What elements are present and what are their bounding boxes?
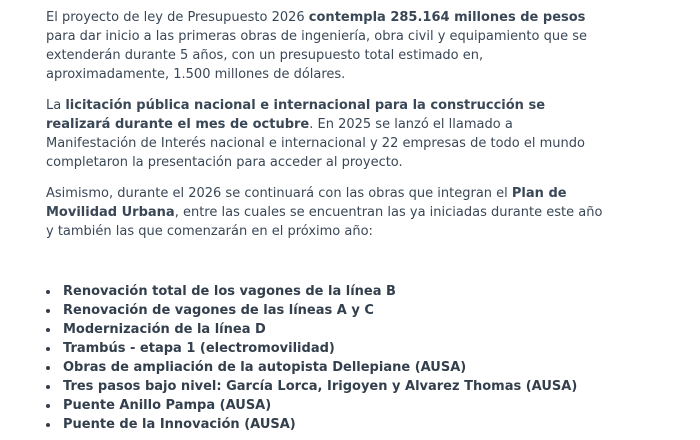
- text-segment: Asimismo, durante el 2026 se continuará con las obras que integran el: [46, 186, 512, 201]
- list-item: Renovación de vagones de las líneas A y C: [46, 301, 606, 320]
- bold-text-segment: Plan de Movilidad Urbana: [46, 186, 567, 220]
- list-item: Puente Anillo Pampa (AUSA): [46, 396, 606, 415]
- list-item: Puente de la Innovación (AUSA): [46, 415, 606, 434]
- list-item: Trambús - etapa 1 (electromovilidad): [46, 339, 606, 358]
- budget-paragraph: [46, 8, 606, 84]
- list-item: Renovación total de los vagones de la línea B: [46, 282, 606, 301]
- mobility-plan-paragraph: [46, 184, 606, 241]
- bold-text-segment: contempla 285.164 millones de pesos: [308, 10, 586, 25]
- text-segment: . En 2025 se lanzó el llamado a Manifestación de Interés nacional e internacional y 22 empresas de todo el mundo completaron la presentación para acceder al proyecto.: [46, 117, 585, 170]
- text-segment: para dar inicio a las primeras obras de ingeniería, obra civil y equipamiento que se extenderán durante 5 años, con un presupuesto total estimado en, aproximadamente, 1.500 millones de dólares.: [46, 29, 587, 82]
- text-segment: El proyecto de ley de Presupuesto 2026: [46, 10, 309, 25]
- tender-paragraph: [46, 96, 606, 172]
- list-item: Modernización de la línea D: [46, 320, 606, 339]
- list-item: Obras de ampliación de la autopista Dellepiane (AUSA): [46, 358, 606, 377]
- list-item: Tres pasos bajo nivel: García Lorca, Irigoyen y Alvarez Thomas (AUSA): [46, 377, 606, 396]
- text-segment: La: [46, 98, 66, 113]
- article-body: [46, 8, 606, 241]
- text-segment: , entre las cuales se encuentran las ya iniciadas durante este año y también las que comenzarán en el próximo año:: [46, 205, 603, 239]
- works-list: [46, 282, 606, 434]
- bold-text-segment: licitación pública nacional e internacional para la construcción se realizará durante el mes de octubre: [46, 98, 546, 132]
